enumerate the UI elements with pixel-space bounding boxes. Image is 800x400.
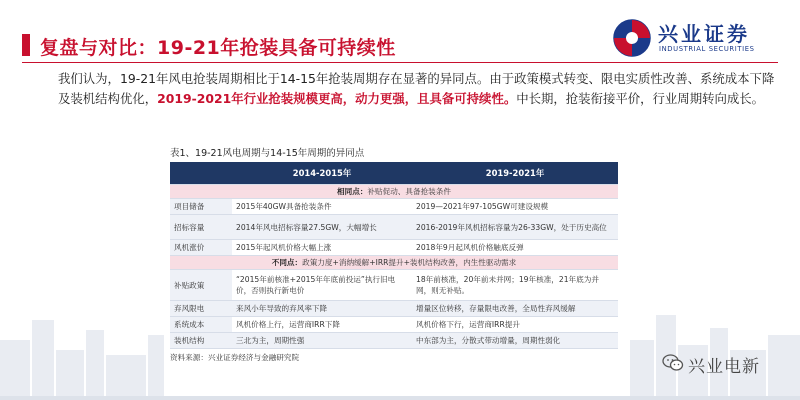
table-source-note: 资料来源：兴业证券经济与金融研究院 [170, 353, 300, 362]
cell-2014: 2014年风电招标容量27.5GW，大幅增长 [232, 215, 412, 240]
table-caption: 表1、19-21风电周期与14-15年周期的异同点 [170, 148, 365, 159]
cell-2019: 风机价格下行，运营商IRR提升 [412, 317, 618, 333]
table-row [170, 199, 618, 215]
cell-2019: 2016-2019年风机招标容量为26-33GW，处于历史高位 [412, 215, 618, 240]
section-row-differences [170, 256, 618, 270]
intro-text-1: 我们认为，19-21年风电抢装周期相比于14-15年抢装周期存在显著的异同点。由于政策模式转变、限电实质性改善、系统成本下降及装机结构优化， [58, 71, 775, 106]
brand-logo [612, 16, 792, 60]
table-header-blank [170, 162, 232, 185]
cell-2014: 风机价格上行，运营商IRR下降 [232, 317, 412, 333]
section-key: 相同点： [337, 187, 368, 196]
row-label: 弃风限电 [170, 301, 232, 317]
table-row [170, 240, 618, 256]
intro-paragraph [58, 69, 780, 109]
row-label: 系统成本 [170, 317, 232, 333]
cell-2014: 2015年起风机价格大幅上涨 [232, 240, 412, 256]
title-underline [22, 62, 778, 63]
table-row [170, 215, 618, 240]
row-label: 项目储备 [170, 199, 232, 215]
table-row [170, 270, 618, 301]
page-title: 复盘与对比：19-21年抢装具备可持续性 [40, 37, 396, 59]
section-key: 不同点： [271, 258, 303, 267]
cell-2014: 三北为主，周期性强 [232, 333, 412, 349]
table-header-2014: 2014-2015年 [232, 162, 412, 185]
cell-2014: 2015年40GW具备抢装条件 [232, 199, 412, 215]
row-label: 补贴政策 [170, 270, 232, 301]
intro-highlight: 2019-2021年行业抢装规模更高，动力更强，且具备可持续性。 [157, 91, 517, 106]
wechat-watermark [662, 352, 792, 376]
brand-name-cn: 兴业证券 [658, 22, 750, 46]
row-label: 招标容量 [170, 215, 232, 240]
intro-text-2: 中长期，抢装衔接平价，行业周期转向成长。 [516, 91, 765, 106]
brand-logo-icon [612, 18, 652, 58]
title-accent-bar [22, 34, 30, 56]
cell-2019: 2019—2021年97-105GW可建设规模 [412, 199, 618, 215]
row-label: 风机涨价 [170, 240, 232, 256]
cell-2019: 18年前核准，20年前未并网；19年核准，21年底为并网，则无补贴。 [412, 270, 618, 301]
row-label: 装机结构 [170, 333, 232, 349]
comparison-table-block [170, 146, 618, 363]
watermark-text: 兴业电新 [688, 357, 760, 377]
table-row [170, 333, 618, 349]
section-row-similarities [170, 185, 618, 199]
comparison-table [170, 162, 618, 349]
section-text: 政策力度+消纳缓解+IRR提升+装机结构改善，内生性驱动需求 [302, 258, 517, 267]
section-text: 补贴促动、具备抢装条件 [367, 187, 451, 196]
cell-2014: 来风小年导致的弃风率下降 [232, 301, 412, 317]
cell-2014: “2015年前核准+2015年年底前投运”执行旧电价，否则执行新电价 [232, 270, 412, 301]
cell-2019: 2018年9月起风机价格触底反弹 [412, 240, 618, 256]
wechat-icon [662, 353, 684, 373]
table-header-row [170, 162, 618, 185]
brand-name-en: INDUSTRIAL SECURITIES [659, 45, 755, 53]
table-row [170, 317, 618, 333]
cell-2019: 增量区位转移，存量限电改善，全局性弃风缓解 [412, 301, 618, 317]
table-header-2019: 2019-2021年 [412, 162, 618, 185]
table-row [170, 301, 618, 317]
cell-2019: 中东部为主，分散式带动增量，周期性弱化 [412, 333, 618, 349]
